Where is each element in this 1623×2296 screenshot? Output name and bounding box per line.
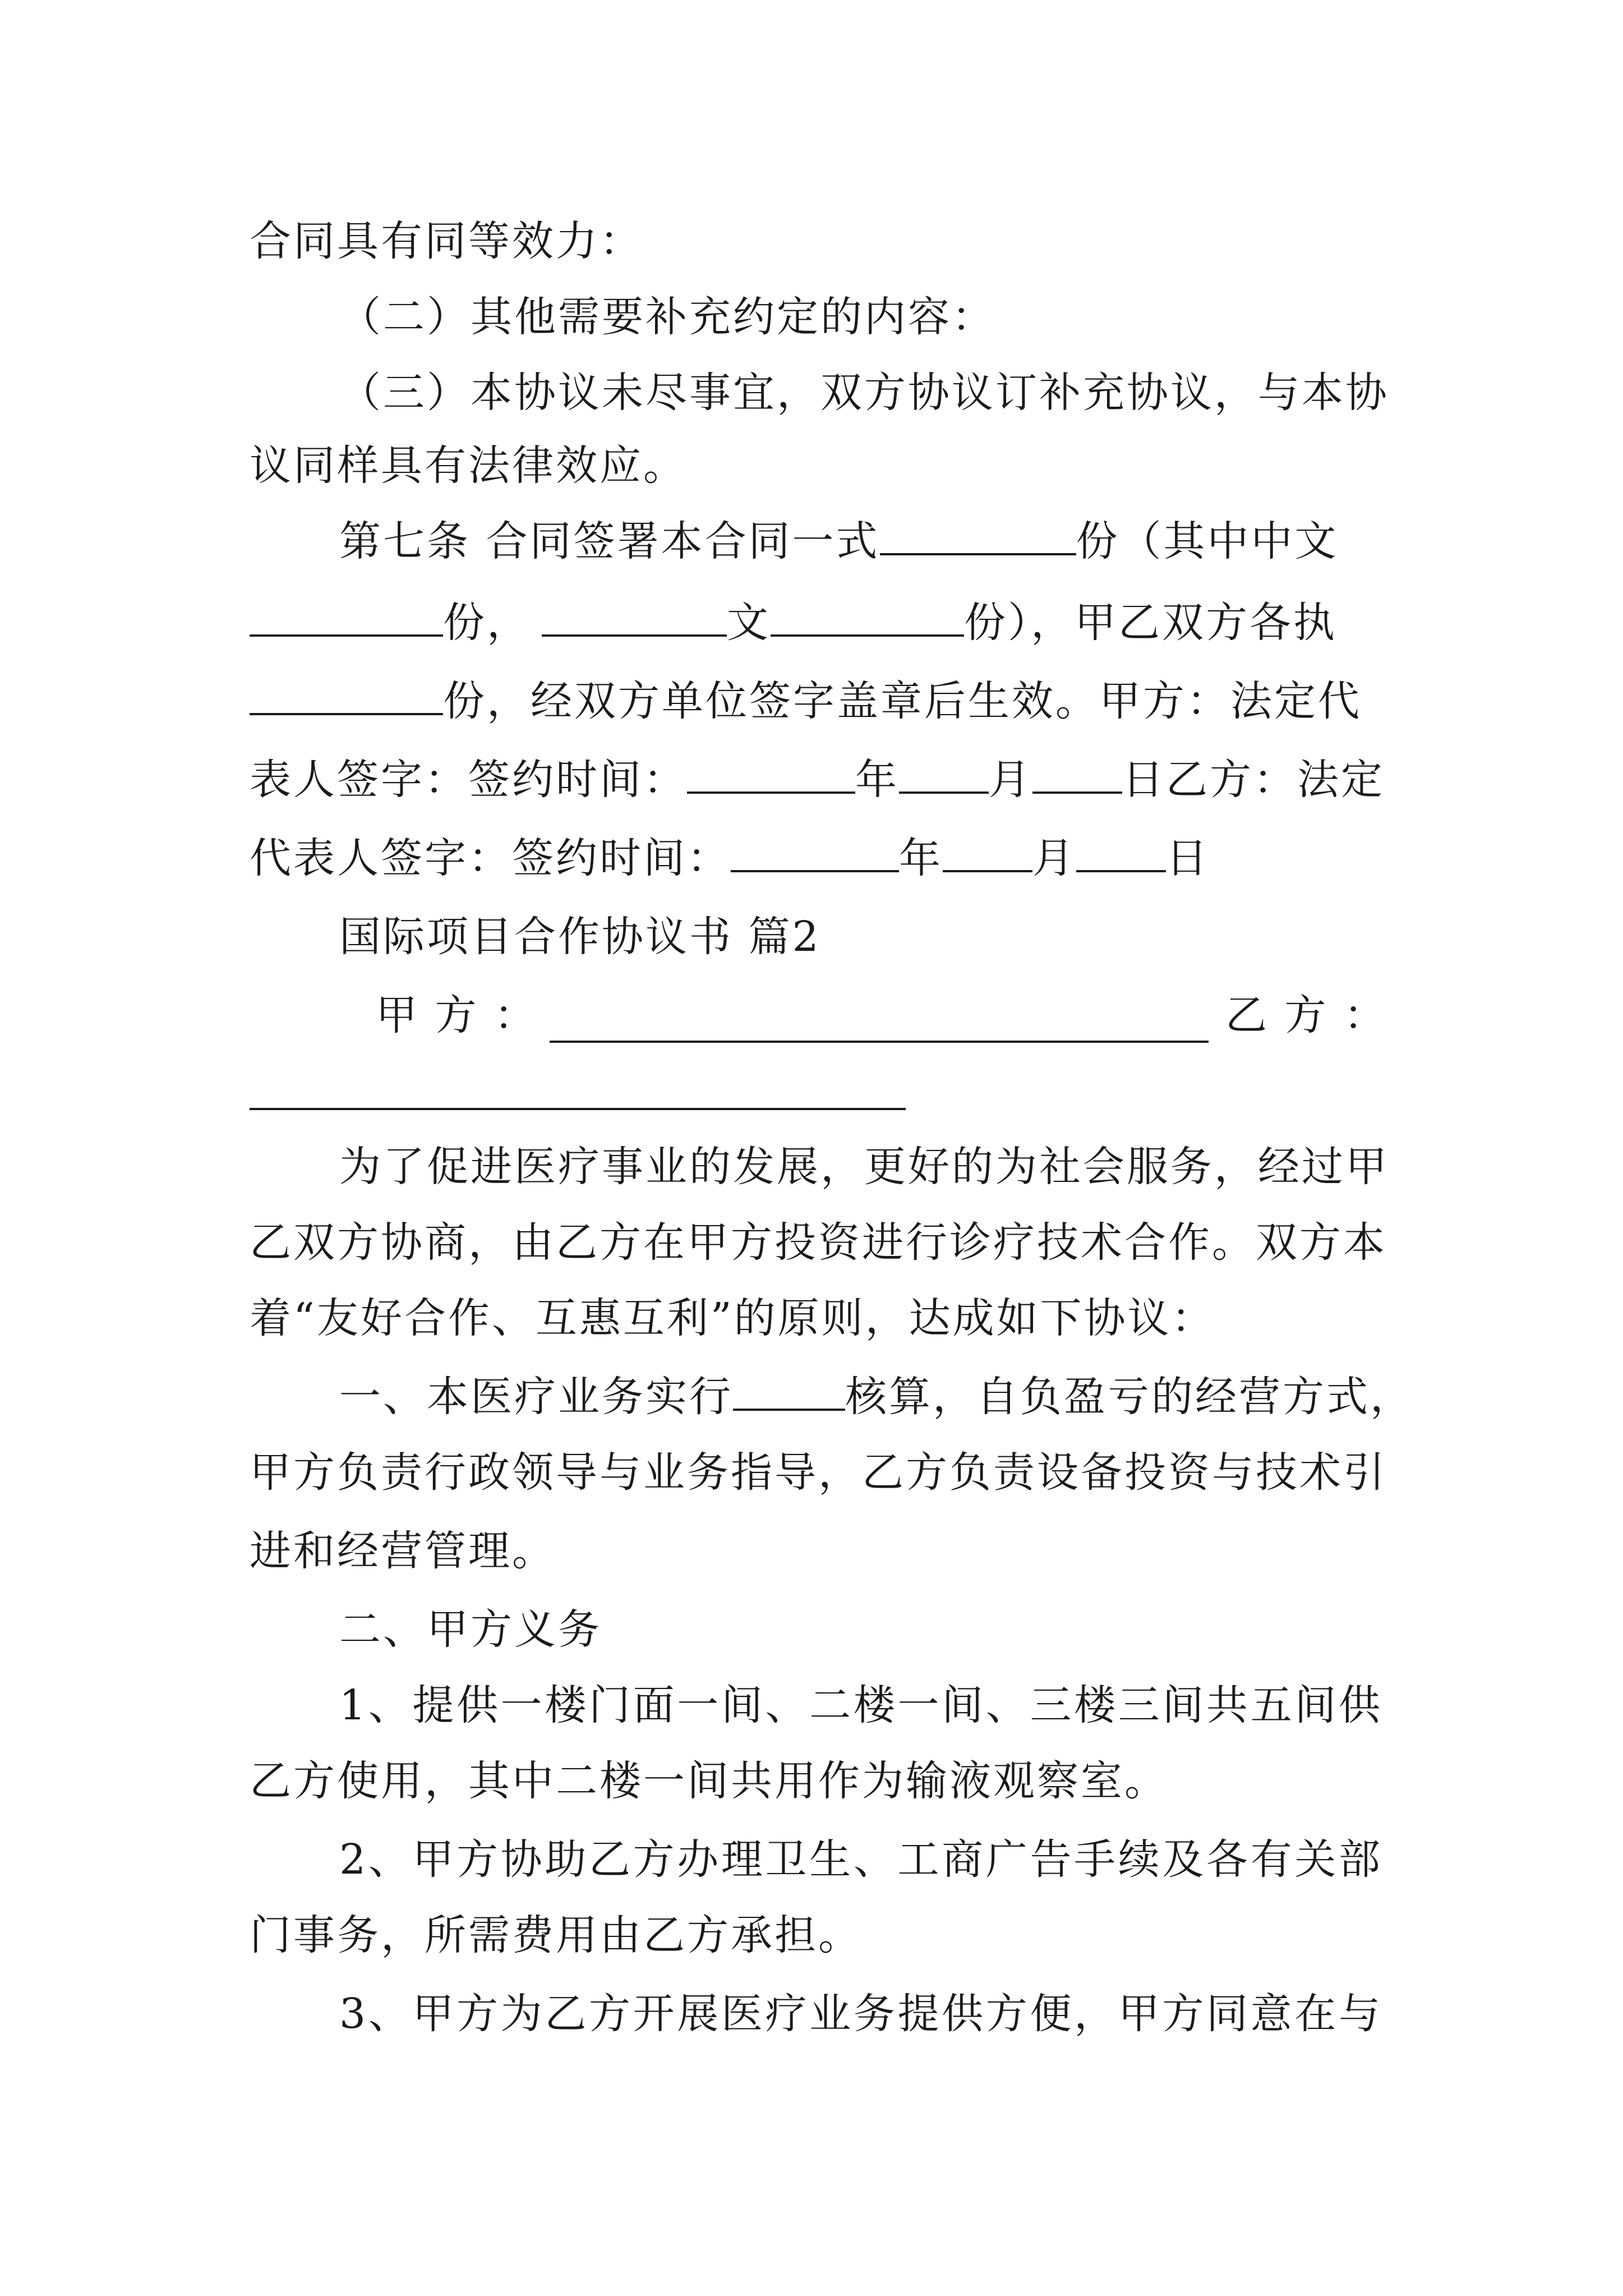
text-line: 为了促进医疗事业的发展，更好的为社会服务，经过甲: [339, 1143, 1389, 1191]
text-line: 第七条 合同签署本合同一式 份（其中中文: [339, 513, 1382, 569]
text-line: 二、甲方义务: [339, 1605, 602, 1654]
text-line: 2、甲方协助乙方办理卫生、工商广告手续及各有关部: [339, 1835, 1382, 1884]
fill-blank: [250, 595, 443, 637]
text-line: 代表人签字：签约时间： 年 月 日: [250, 830, 1382, 886]
fill-blank: [1032, 752, 1122, 794]
fill-blank: [687, 752, 855, 794]
party-a-blank: [550, 1041, 1209, 1043]
text-line: 门事务，所需费用由乙方承担。: [250, 1911, 862, 1959]
text-line: 乙方使用，其中二楼一间共用作为输液观察室。: [250, 1757, 1168, 1805]
text-line: 3、甲方为乙方开展医疗业务提供方便，甲方同意在与: [339, 1990, 1382, 2038]
text-line: 着“友好合作、互惠互利”的原则，达成如下协议：: [250, 1294, 1215, 1342]
text-line: 合同具有同等效力：: [250, 217, 643, 265]
fill-blank: [250, 674, 443, 715]
party-a-label: 甲 方 ：: [376, 991, 538, 1039]
fill-blank: [899, 752, 989, 794]
fill-blank: [880, 514, 1076, 555]
text-line: 进和经营管理。: [250, 1527, 556, 1575]
fill-blank: [542, 595, 727, 637]
text-line: 乙双方协商，由乙方在甲方投资进行诊疗技术合作。双方本: [250, 1218, 1387, 1267]
section-title: 国际项目合作协议书 篇2: [339, 913, 821, 961]
text-line: 甲方负责行政领导与业务指导，乙方负责设备投资与技术引: [250, 1448, 1387, 1497]
party-b-label: 乙 方 ：: [1225, 991, 1388, 1039]
text-line: （三）本协议未尽事宜，双方协议订补充协议，与本协: [339, 369, 1389, 417]
text-line: 议同样具有法律效应。: [250, 441, 687, 490]
fill-blank: [1076, 831, 1166, 872]
fill-blank: [771, 595, 964, 637]
fill-blank: [943, 831, 1032, 872]
text-line: 份，经双方单位签字盖章后生效。甲方：法定代: [250, 673, 1382, 729]
party-b-blank: [250, 1108, 906, 1110]
fill-blank: [733, 1369, 845, 1411]
text-line: 1、提供一楼门面一间、二楼一间、三楼三间共五间供: [339, 1681, 1382, 1729]
text-line: 表人签字：签约时间： 年 月 日乙方：法定: [250, 752, 1382, 808]
text-line: 份， 文 份），甲乙双方各执: [250, 595, 1382, 651]
fill-blank: [731, 831, 899, 872]
text-line: （二）其他需要补充约定的内容：: [339, 293, 995, 341]
text-line: 一、本医疗业务实行 核算，自负盈亏的经营方式，: [339, 1369, 1382, 1425]
